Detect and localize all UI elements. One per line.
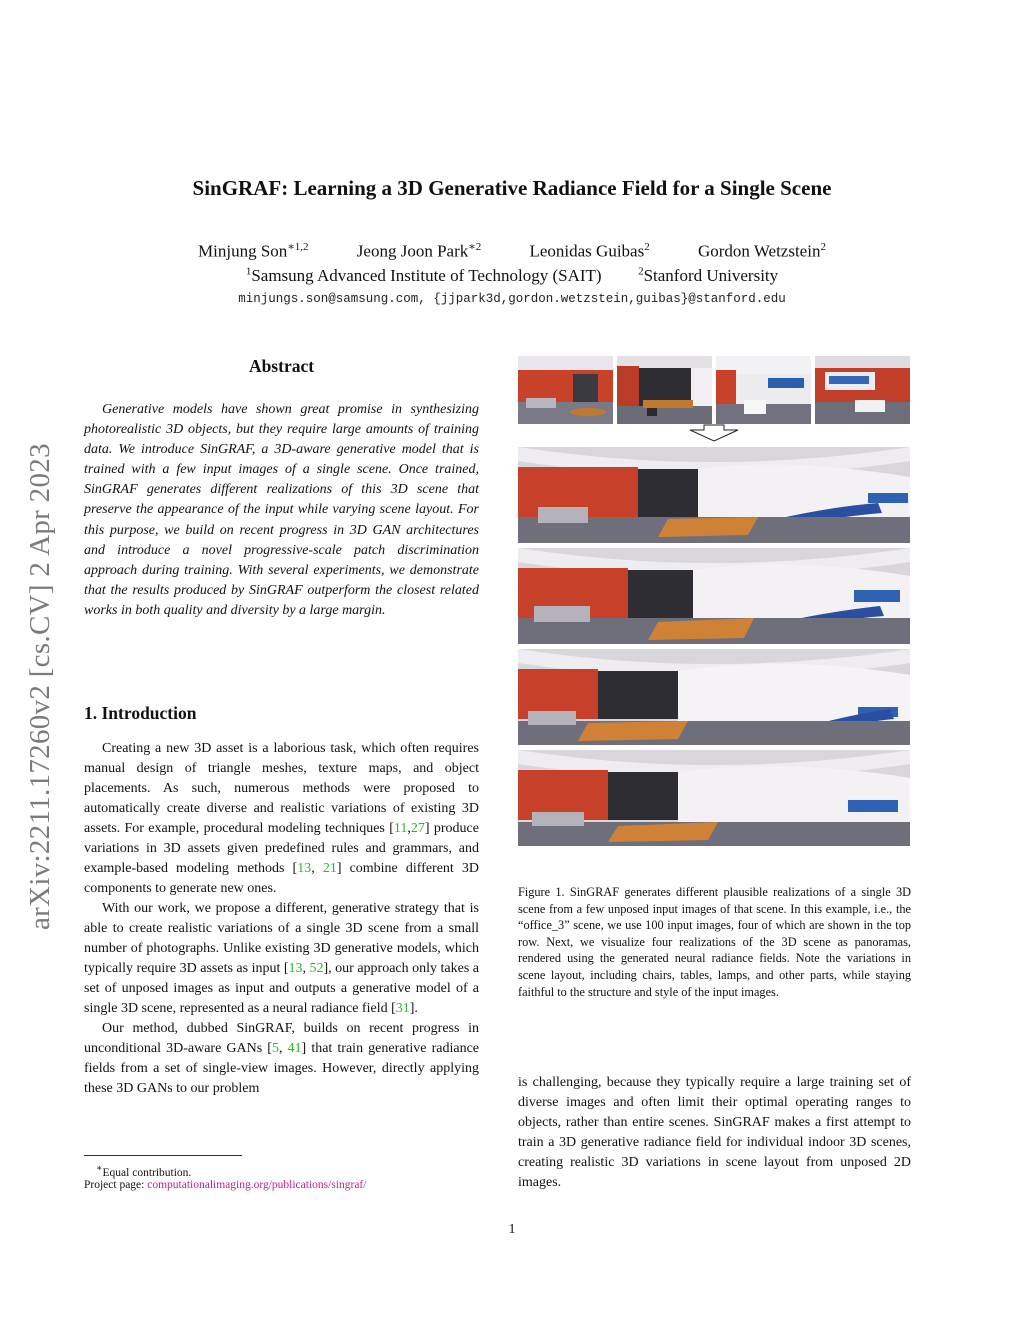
panorama-realization-2 (518, 548, 910, 644)
figure-1 (518, 356, 910, 846)
right-column-paragraph: is challenging, because they typically require a large training set of diverse images and often limit their optimal operating ranges to objects, rather than entire scenes. SinGRAF makes a first attempt to train a 3D generative radiance field for individual indoor 3D scenes, creating realistic 3D variations in scene layout from unposed 2D images. (518, 1075, 911, 1190)
intro-paragraph-3: Our method, dubbed SinGRAF, builds on recent progress in unconditional 3D-aware GANs [5, 41] that train generative radiance fields from a set of single-view images. However, directly applying these 3D GANs to our problem (84, 1021, 479, 1096)
author-1: Minjung Son$^{∗1,2}$ (198, 241, 309, 261)
input-image-row (518, 356, 910, 424)
figure-caption: Figure 1. SinGRAF generates different plausible realizations of a single 3D scene from a few unposed input images of that scene. In this example, i.e., the “office_3” scene, we use 100 input images, four of which are shown in the top row. Next, we visualize four realizations of the 3D scene as panoramas, rendered using the generated neural radiance fields. Note the variations in scene layout, including chairs, tables, lamps, and other parts, while staying faithful to the structure and style of the input images. (518, 885, 911, 999)
affiliation-2: $^2$Stanford University (638, 265, 779, 285)
author-emails: minjungs.son@samsung.com, {jjpark3d,gordon.wetzstein,guibas}@stanford.edu (238, 292, 786, 306)
footnote-project-page: Project page: computationalimaging.org/publications/singraf/ (84, 1179, 367, 1191)
affiliation-1: $^1$Samsung Advanced Institute of Technology (SAIT) (245, 265, 602, 285)
citation-link[interactable]: 41 (287, 1041, 302, 1056)
intro-body (84, 739, 479, 1099)
citation-link[interactable]: 13 (288, 961, 303, 976)
down-arrow-icon (518, 424, 910, 442)
abstract-heading: Abstract (248, 356, 315, 376)
panorama-realization-4 (518, 750, 910, 846)
footnote-divider (84, 1155, 242, 1156)
paper-title: SinGRAF: Learning a 3D Generative Radiance Field for a Single Scene (192, 176, 832, 200)
citation-link[interactable]: 11 (393, 821, 408, 836)
author-list (0, 240, 1024, 262)
panorama-realization-1 (518, 447, 910, 543)
author-2: Jeong Joon Park$^{∗2}$ (356, 241, 482, 261)
input-image-4 (815, 356, 910, 424)
author-3: Leonidas Guibas$^2$ (529, 241, 650, 261)
citation-link[interactable]: 31 (395, 1001, 410, 1016)
intro-paragraph-2: With our work, we propose a different, generative strategy that is able to create realistic variations of a single 3D scene from a small number of photographs. Unlike existing 3D generative models, which typically require 3D assets as input [13, 52], our approach only takes a set of unposed images as input and outputs a generative model of a single 3D scene, represented as a neural radiance field [31]. (84, 901, 480, 1016)
abstract-text: Generative models have shown great promise in synthesizing photorealistic 3D objects, but they require large amounts of training data. We introduce SinGRAF, a 3D-aware generative model that is trained with a few input images of a single scene. Once trained, SinGRAF generates different realizations of this 3D scene that preserve the appearance of the input while varying scene layout. For this purpose, we build on recent progress in 3D GAN architectures and introduce a novel progressive-scale patch discrimination approach during training. With several experiments, we demonstrate that the results produced by SinGRAF outperform the closest related works in both quality and diversity by a large margin. (84, 402, 479, 618)
input-image-2 (617, 356, 712, 424)
input-image-3 (716, 356, 811, 424)
page-number: 1 (508, 1222, 516, 1237)
project-page-link[interactable]: computationalimaging.org/publications/singraf/ (147, 1179, 367, 1191)
citation-link[interactable]: 13 (297, 861, 312, 876)
citation-link[interactable]: 21 (322, 861, 337, 876)
affiliations (0, 265, 1024, 286)
citation-link[interactable]: 27 (410, 821, 425, 836)
intro-heading: 1. Introduction (84, 703, 197, 723)
citation-link[interactable]: 52 (309, 961, 324, 976)
author-4: Gordon Wetzstein$^2$ (697, 241, 826, 261)
intro-paragraph-1: Creating a new 3D asset is a laborious task, which often requires manual design of triangle meshes, texture maps, and object placements. As such, numerous methods were proposed to automatically create diverse and realistic variations of existing 3D assets. For example, procedural modeling techniques [11,27] produce variations in 3D assets given predefined rules and grammars, and example-based modeling methods [13, 21] combine different 3D components to generate new ones. (84, 741, 480, 896)
footnote-equal-contribution: ∗Equal contribution. (96, 1163, 192, 1179)
citation-link[interactable]: 5 (271, 1041, 279, 1056)
panorama-realization-3 (518, 649, 910, 745)
arxiv-stamp: arXiv:2211.17260v2 [cs.CV] 2 Apr 2023 (24, 443, 56, 930)
input-image-1 (518, 356, 613, 424)
